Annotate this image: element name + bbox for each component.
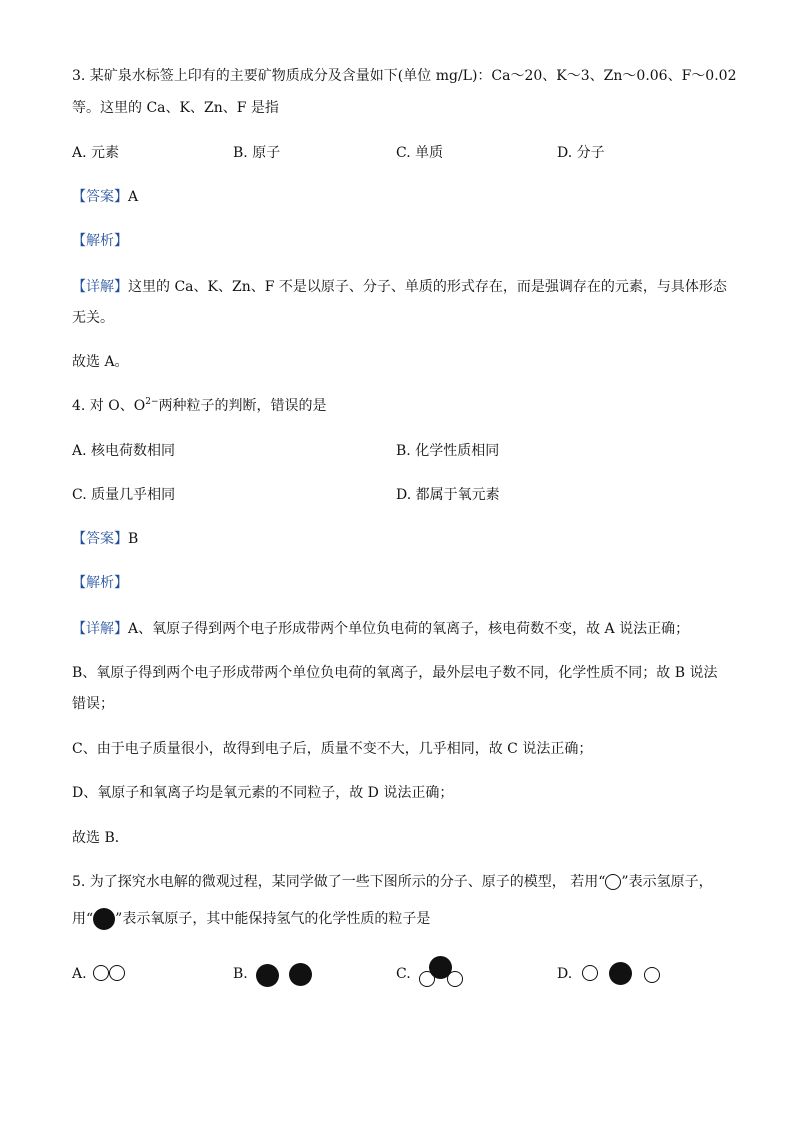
q5-option-b-label: B. — [233, 966, 248, 982]
q3-detail-line2: 无关。 — [72, 310, 114, 326]
q5-stem1-pre: 5. 为了探究水电解的微观过程，某同学做了一些下图所示的分子、原子的模型， 若用“ — [72, 874, 606, 890]
q4-answer-line — [72, 529, 138, 549]
oxygen-atom-icon — [429, 956, 452, 979]
q4-stem-post: 两种粒子的判断，错误的是 — [158, 398, 327, 414]
q3-answer: A — [128, 189, 139, 205]
q4-stem-superscript: 2− — [145, 397, 159, 407]
oxygen-atom-icon — [93, 908, 115, 930]
q5-stem2-post: ”表示氧原子，其中能保持氢气的化学性质的粒子是 — [115, 911, 431, 927]
answer-tag: 【答案】 — [72, 189, 128, 205]
q3-detail-text: 这里的 Ca、K、Zn、F 不是以原子、分子、单质的形式存在，而是强调存在的元素，与具体形态 — [128, 279, 727, 295]
oxygen-atom-icon — [256, 964, 279, 987]
q3-option-a: A. 元素 — [72, 145, 120, 161]
q5-option-d-model — [582, 961, 662, 987]
q5-option-b-model — [256, 962, 314, 988]
answer-tag: 【答案】 — [72, 531, 128, 547]
hydrogen-atom-icon — [109, 965, 125, 981]
q5-option-a-label: A. — [72, 966, 87, 982]
q4-analysis-tag: 【解析】 — [72, 575, 128, 591]
q3-detail-line1 — [72, 277, 727, 297]
hydrogen-atom-icon — [93, 965, 109, 981]
oxygen-atom-icon — [289, 963, 312, 986]
q4-conclusion: 故选 B． — [72, 830, 129, 846]
q3-answer-line — [72, 187, 138, 207]
q5-option-c-model — [417, 955, 465, 991]
q4-answer: B — [128, 531, 139, 547]
q4-detail-a — [72, 619, 689, 639]
q5-stem1-post: ”表示氢原子， — [621, 874, 713, 890]
q3-option-b: B. 原子 — [233, 145, 281, 161]
q3-conclusion: 故选 A。 — [72, 354, 129, 370]
detail-tag: 【详解】 — [72, 621, 128, 637]
q4-option-c: C. 质量几乎相同 — [72, 487, 176, 503]
q4-stem-pre: 4. 对 O、O — [72, 398, 146, 414]
q4-detail-d: D、氧原子和氧离子均是氧元素的不同粒子，故 D 说法正确； — [72, 785, 454, 801]
q4-stem — [72, 396, 327, 416]
oxygen-atom-icon — [609, 962, 632, 985]
q5-stem-line2 — [72, 908, 430, 930]
q4-option-d: D. 都属于氧元素 — [396, 487, 500, 503]
q5-stem-line1 — [72, 872, 713, 892]
q4-detail-a-text: A、氧原子得到两个电子形成带两个单位负电荷的氧离子，核电荷数不变，故 A 说法正确； — [128, 621, 690, 637]
q5-option-a-model — [93, 964, 127, 982]
detail-tag: 【详解】 — [72, 279, 128, 295]
q4-option-b: B. 化学性质相同 — [396, 443, 500, 459]
hydrogen-atom-icon — [644, 967, 660, 983]
q3-option-d: D. 分子 — [557, 145, 605, 161]
q3-stem-line1: 3. 某矿泉水标签上印有的主要矿物质成分及含量如下(单位 mg/L)：Ca～20、K～3、Zn～0.06、F～0.02 — [72, 68, 737, 84]
q3-option-c: C. 单质 — [396, 145, 444, 161]
q4-detail-c: C、由于电子质量很小，故得到电子后，质量不变不大，几乎相同，故 C 说法正确； — [72, 741, 593, 757]
q4-detail-b-line1: B、氧原子得到两个电子形成带两个单位负电荷的氧离子，最外层电子数不同，化学性质不同；故 B 说法 — [72, 665, 718, 681]
q4-option-a: A. 核电荷数相同 — [72, 443, 176, 459]
q4-detail-b-line2: 错误； — [72, 696, 114, 712]
q5-option-c-label: C. — [396, 966, 411, 982]
q5-option-d-label: D. — [557, 966, 573, 982]
hydrogen-atom-icon — [605, 874, 621, 890]
q5-stem2-pre: 用“ — [72, 911, 94, 927]
q3-analysis-tag: 【解析】 — [72, 233, 128, 249]
hydrogen-atom-icon — [582, 965, 598, 981]
q3-stem-line2: 等。这里的 Ca、K、Zn、F 是指 — [72, 100, 279, 116]
